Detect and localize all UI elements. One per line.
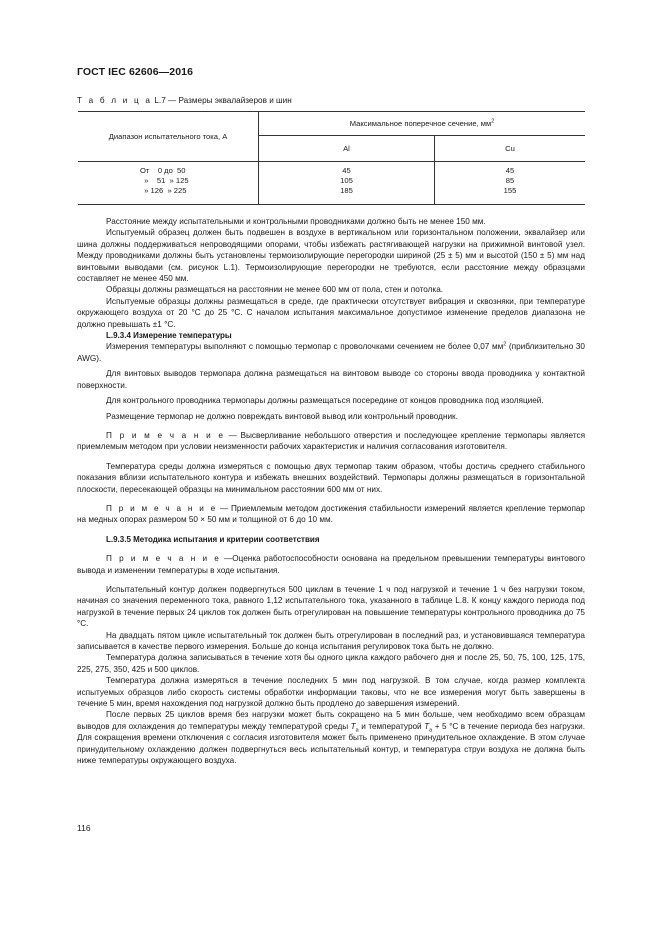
note: П р и м е ч а н и е —Оценка работоспособности основана на предельном превышении температуры винтового вывода и изменении температуры в ходе испытания. [77,554,586,575]
cu-cell [435,162,586,205]
paragraph: Температура среды должна измеряться с помощью двух термопар таким образом, чтобы достичь среднего стабильного показания вблизи испытательного контура и избежать внешних воздействий. Термопары должны размещаться в горизонтальной плоскости, пересекающей образцы на минимальном расстоянии 600 мм от них. [77,461,585,494]
table-title [77,96,292,105]
section-heading: L.9.3.5 Методика испытания и критерии соответствия [106,534,320,544]
al-cell [259,162,435,205]
document-header: ГОСТ IEC 62606—2016 [77,66,194,78]
paragraph: Испытуемый образец должен быть подвешен в воздухе в вертикальном или горизонтальном положении, эквалайзер или шина должны поддерживаться непроводящими опорами, чтобы избежать растягивающей нагрузки на прижимной винтовой узел. Между проводниками должны быть установлены термоизолирующие перегородки шириной (25 ± 5) мм и высотой (150 ± 5) мм над винтовыми выводами (см. рисунок L.1). Термоизолирующие перегородки не требуются, если расстояние между образцами составляет не менее 450 мм. [77,228,585,284]
range-row: » 126 » 225 [140,186,187,195]
header-cu-cell: Cu [435,136,586,162]
header-al-cell: Al [259,136,435,162]
range-row: » 51 » 125 [140,176,189,185]
paragraph: Измерения температуры выполняют с помощью термопар с проволочками сечением не более 0,07 $мм^2$ (приблизительно 30 AWG). [77,341,585,363]
equalizer-table [78,111,585,205]
header-max-cell: Максимальное поперечное сечение, $мм^2$ [259,112,586,136]
note: П р и м е ч а н и е — Высверливание небольшого отверстия и последующее крепление термопары является приемлемым методом при условии неизменности рабочих характеристик и наличия согласования изготовителя. [77,430,586,452]
range-row: От 0 до 50 [140,166,186,175]
paragraph: Расстояние между испытательными и контрольными проводниками должно быть не менее 150 мм. [106,217,486,226]
note: П р и м е ч а н и е — Приемлемым методом достижения стабильности измерений является крепление термопар на медных опорах размером 50 × 50 мм и толщиной от 6 до 10 мм. [77,503,585,525]
paragraph: Испытательный контур должен подвергнуться 500 циклам в течение 1 ч под нагрузкой и течение 1 ч без нагрузки током, начиная со значения переменного тока, равного 1,12 испытательного тока, указанного в таблице L.8. К концу каждого периода под нагрузкой в течение первых 24 циклов ток должен быть отрегулирован на повышение температуры контрольного проводника до 75 °С. [77,584,585,629]
cu-value: 155 [503,186,517,195]
paragraph: Температура должна записываться в течение хотя бы одного цикла каждого рабочего дня и после 25, 50, 75, 100, 125, 175, 225, 275, 350, 425 и 500 циклов. [77,653,585,674]
table-title-label: Т а б л и ц а [77,96,153,105]
cu-value: 45 [505,166,515,175]
paragraph: На двадцать пятом цикле испытательный ток должен быть отрегулирован в последний раз, и установившаяся температура записывается в качестве первого измерения. Больше до конца испытания регулировок тока быть не должно. [77,630,585,651]
al-value: 105 [340,176,353,185]
paragraph: Образцы должны размещаться на расстоянии не менее 600 мм от пола, стен и потолка. [106,285,444,295]
paragraph: Температура должна измеряться в течение последних 5 мин под нагрузкой. В том случае, когда размер комплекта испытуемых образцов либо скорость системы обработки информации таковы, что не все измерения могут быть завершены в течение 5 мин, время нахождения под нагрузкой должно быть продлено до завершения измерений. [77,676,585,709]
page-number: 116 [77,823,91,833]
al-value: 45 [342,166,351,175]
paragraph: Для контрольного проводника термопары должны размещаться посередине от концов проводника под изоляцией. [106,396,544,406]
paragraph: Испытуемые образцы должны размещаться в среде, где практически отсутствует вибрация и сквозняки, при температуре окружающего воздуха от 20 °С до 25 °С. С началом испытания максимальное допустимое изменение пределов диапазона не должно превышать ±1 °С. [77,296,585,329]
paragraph: После первых 25 циклов время без нагрузки может быть сокращено на 5 мин больше, чем необходимо всем образцам выводов для охлаждения до температуры между температурой среды $T_a$ и температурой $T_a + 5$ °С в течение периода без нагрузки. Для сокращения времени отключения с согласия изготовителя может быть применено принудительное охлаждение. В этом случае принудительному охлаждению должен подвергнуться весь испытательный контур, и температура струи воздуха не должна быть ниже температуры окружающего воздуха. [77,710,585,766]
table-title-text: L.7 — Размеры эквалайзеров и шин [152,96,292,105]
paragraph: Размещение термопар не должно повреждать винтовой вывод или контрольный проводник. [106,411,458,421]
cu-value: 85 [505,176,515,185]
section-heading: L.9.3.4 Измерение температуры [106,331,232,341]
paragraph: Для винтовых выводов термопара должна размещаться на винтовом выводе со стороны ввода проводника у контактной поверхности. [77,369,585,390]
range-cell [78,162,259,205]
header-range-cell: Диапазон испытательного тока, А [78,112,259,162]
al-value: 185 [340,186,353,195]
body-text [77,216,585,766]
